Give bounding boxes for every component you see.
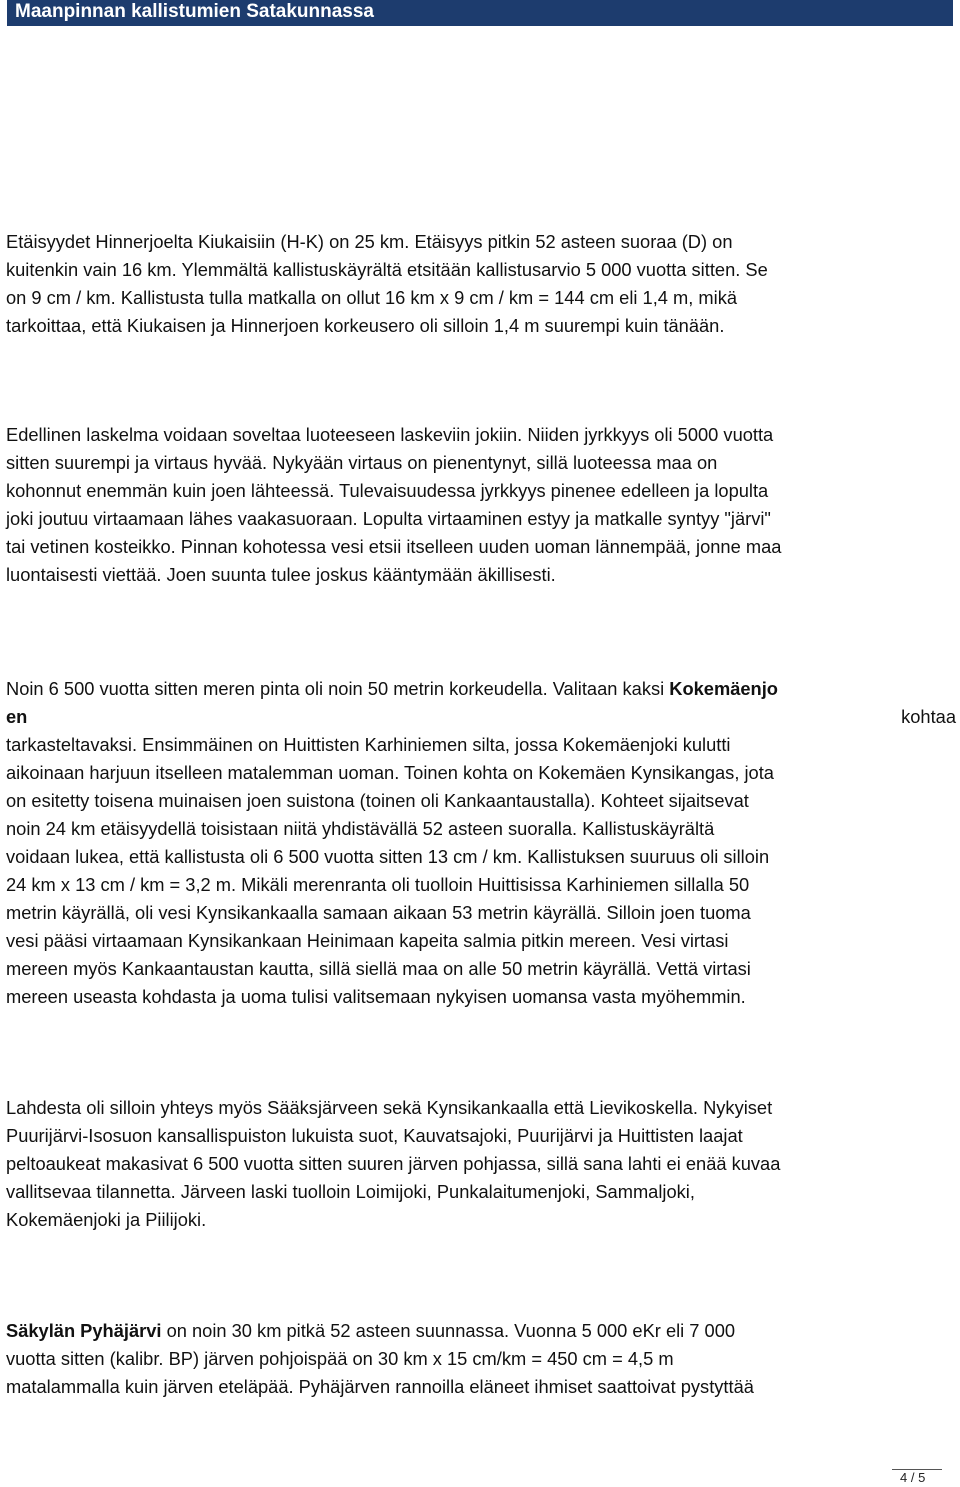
paragraph-kokemaenjoki [6,675,956,1011]
text-line: mereen useasta kohdasta ja uoma tulisi valitsemaan nykyisen uomansa vasta myöhemmin. [6,986,746,1007]
text-line: tarkoittaa, että Kiukaisen ja Hinnerjoen korkeusero oli silloin 1,4 m suurempi kuin tänään. [6,315,725,336]
text-line: matalammalla kuin järven eteläpää. Pyhäjärven rannoilla eläneet ihmiset saattoivat pystyttää [6,1376,754,1397]
text-line: 24 km x 13 cm / km = 3,2 m. Mikäli merenranta oli tuolloin Huittisissa Karhiniemen sillalla 50 [6,874,750,895]
text-line: noin 24 km etäisyydellä toisistaan niitä yhdistävällä 52 asteen suoralla. Kallistuskäyrältä [6,818,715,839]
text-line: mereen myös Kankaantaustan kautta, sillä siellä maa on alle 50 metrin käyrällä. Vettä virtasi [6,958,751,979]
text-segment: on noin 30 km pitkä 52 asteen suunnassa. Vuonna 5 000 eKr eli 7 000 [161,1320,736,1341]
text-line: tai vetinen kosteikko. Pinnan kohotessa vesi etsii itselleen uuden uoman lännempää, jonne maa [6,536,782,557]
paragraph-distance-hinnerjoki [6,228,956,340]
text-line: luontaisesti viettää. Joen suunta tulee joskus kääntymään äkillisesti. [6,564,556,585]
paragraph-pyhajarvi [6,1317,956,1401]
text-line: vallitsevaa tilannetta. Järveen laski tuolloin Loimijoki, Punkalaitumenjoki, Sammaljoki, [6,1181,695,1202]
text-line: metrin käyrällä, oli vesi Kynsikankaalla samaan aikaan 53 metrin käyrällä. Silloin joen tuoma [6,902,751,923]
bold-term: Kokemäenjo [669,678,778,699]
paragraph-saaksjarvi [6,1094,956,1234]
document-title: Maanpinnan kallistumien Satakunnassa [15,1,374,22]
page-header-bar [7,0,953,26]
text-segment: kohtaa [901,706,956,727]
bold-term: en [6,706,28,727]
page-number: 4 / 5 [900,1470,926,1485]
text-line: tarkasteltavaksi. Ensimmäinen on Huittisten Karhiniemen silta, jossa Kokemäenjoki kulutti [6,734,731,755]
text-line: kuitenkin vain 16 km. Ylemmältä kallistuskäyrältä etsitään kallistusarvio 5 000 vuotta sitten. Se [6,259,768,280]
text-line: kohonnut enemmän kuin joen lähteessä. Tulevaisuudessa jyrkkyys pinenee edelleen ja lopulta [6,480,769,501]
text-line: vesi pääsi virtaamaan Kynsikankaan Heinimaan kapeita salmia pitkin mereen. Vesi virtasi [6,930,729,951]
text-line [6,1317,956,1345]
text-line [6,703,956,731]
text-line: aikoinaan harjuun itselleen matalemman uoman. Toinen kohta on Kokemäen Kynsikangas, jota [6,762,774,783]
text-line: peltoaukeat makasivat 6 500 vuotta sitten suuren järven pohjassa, sillä sana lahti ei enää kuvaa [6,1153,781,1174]
text-line: sitten suurempi ja virtaus hyvää. Nykyään virtaus on pienentynyt, sillä luoteessa maa on [6,452,718,473]
text-line: Lahdesta oli silloin yhteys myös Sääksjärveen sekä Kynsikankaalla että Lievikoskella. Nykyiset [6,1097,773,1118]
text-segment: Noin 6 500 vuotta sitten meren pinta oli noin 50 metrin korkeudella. Valitaan kaksi [6,678,670,699]
text-line: Puurijärvi-Isosuon kansallispuiston lukuista suot, Kauvatsajoki, Puurijärvi ja Huittisten laajat [6,1125,743,1146]
text-line: Edellinen laskelma voidaan soveltaa luoteeseen laskeviin jokiin. Niiden jyrkkyys oli 5000 vuotta [6,424,774,445]
text-line: on esitetty toisena muinaisen joen suistona (toinen oli Kankaantaustalla). Kohteet sijaitsevat [6,790,749,811]
paragraph-rivers-northwest [6,421,956,589]
text-line: on 9 cm / km. Kallistusta tulla matkalla on ollut 16 km x 9 cm / km = 144 cm eli 1,4 m, mikä [6,287,738,308]
text-line [6,675,956,703]
bold-term: Säkylän Pyhäjärvi [6,1320,162,1341]
text-line: Etäisyydet Hinnerjoelta Kiukaisiin (H-K) on 25 km. Etäisyys pitkin 52 asteen suoraa (D) on [6,231,733,252]
text-line: vuotta sitten (kalibr. BP) järven pohjoispää on 30 km x 15 cm/km = 450 cm = 4,5 m [6,1348,674,1369]
text-line: Kokemäenjoki ja Piilijoki. [6,1209,207,1230]
text-line: joki joutuu virtaamaan lähes vaakasuoraan. Lopulta virtaaminen estyy ja matkalle syntyy "järvi" [6,508,771,529]
text-line: voidaan lukea, että kallistusta oli 6 500 vuotta sitten 13 cm / km. Kallistuksen suuruus oli silloin [6,846,770,867]
